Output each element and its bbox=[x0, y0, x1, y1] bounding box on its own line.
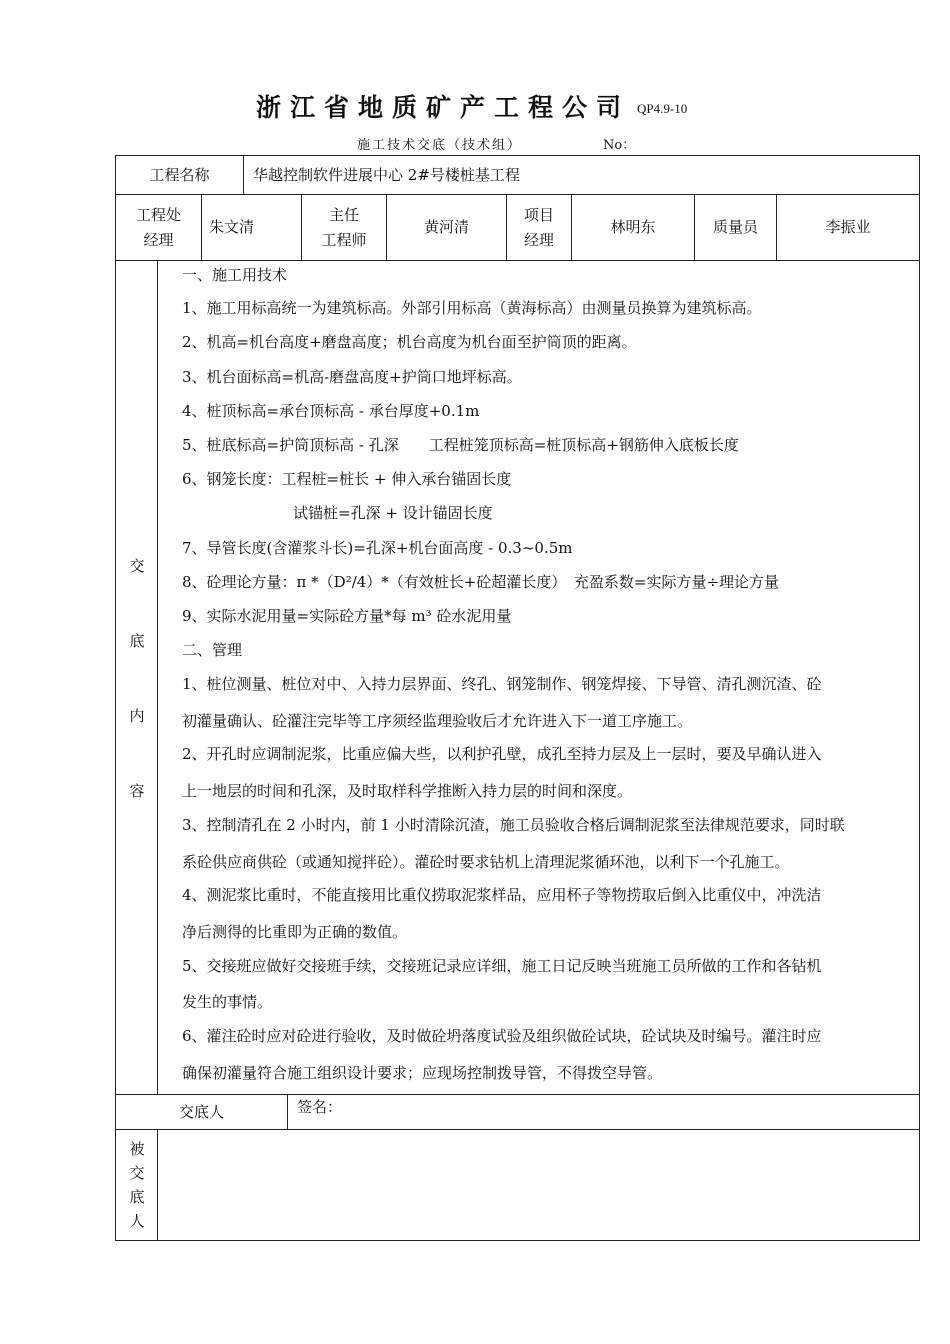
receiver-char: 底 bbox=[129, 1188, 145, 1206]
side-char: 底 bbox=[129, 632, 145, 650]
chief-label-line2: 工程师 bbox=[321, 230, 367, 249]
content-line: 5、桩底标高=护筒顶标高 - 孔深 工程桩笼顶标高=桩顶标高+钢筋伸入底板长度 bbox=[182, 436, 739, 454]
section-heading: 二、管理 bbox=[182, 641, 243, 659]
content-line: 1、桩位测量、桩位对中、入持力层界面、终孔、钢笼制作、钢笼焊接、下导管、清孔测沉渣、砼 bbox=[182, 675, 822, 693]
manager-value: 朱文清 bbox=[209, 218, 255, 236]
project-name-value: 华越控制软件进展中心 2#号楼桩基工程 bbox=[253, 165, 520, 184]
content-line: 3、控制清孔在 2 小时内，前 1 小时清除沉渣，施工员验收合格后调制泥浆至法律规范要求，同时联 bbox=[182, 816, 845, 834]
content-line: 2、机高=机台高度+磨盘高度；机台高度为机台面至护筒顶的距离。 bbox=[182, 333, 637, 351]
pm-label-line2: 经理 bbox=[523, 230, 554, 249]
form-subtitle: 施工技术交底（技术组） bbox=[357, 138, 523, 153]
project-manager-label bbox=[507, 195, 571, 260]
side-char: 容 bbox=[129, 782, 145, 800]
content-line: 5、交接班应做好交接班手续，交接班记录应详细，施工日记反映当班施工员所做的工作和各钻机 bbox=[182, 957, 822, 975]
project-name-label: 工程名称 bbox=[149, 165, 210, 184]
content-line: 3、机台面标高=机高-磨盘高度+护筒口地坪标高。 bbox=[182, 368, 522, 386]
content-line: 系砼供应商供砼（或通知搅拌砼）。灌砼时要求钻机上清理泥浆循环池，以利下一个孔施工。 bbox=[182, 853, 790, 871]
receiver-char: 被 bbox=[129, 1140, 145, 1158]
document-header bbox=[0, 88, 950, 128]
pm-label-line1: 项目 bbox=[523, 205, 554, 224]
form-number-label: No： bbox=[603, 138, 636, 153]
content-line: 7、导管长度(含灌浆斗长)=孔深+机台面高度 - 0.3~0.5m bbox=[182, 539, 573, 557]
content-line: 6、灌注砼时应对砼进行验收，及时做砼坍落度试验及组织做砼试块，砼试块及时编号。灌注时应 bbox=[182, 1027, 822, 1045]
chief-engineer-value: 黄河清 bbox=[423, 218, 469, 236]
chief-label-line1: 主任 bbox=[328, 205, 359, 224]
content-line: 初灌量确认、砼灌注完毕等工序须经监理验收后才允许进入下一道工序施工。 bbox=[182, 712, 693, 730]
giver-label: 交底人 bbox=[178, 1102, 224, 1121]
content-line: 4、桩顶标高=承台顶标高 - 承台厚度+0.1m bbox=[182, 402, 480, 420]
receiver-char: 人 bbox=[129, 1212, 145, 1230]
content-line: 上一地层的时间和孔深，及时取样科学推断入持力层的时间和深度。 bbox=[182, 782, 633, 800]
signature-label: 签名： bbox=[297, 1098, 343, 1116]
receiver-char: 交 bbox=[129, 1164, 145, 1182]
project-manager-value: 林明东 bbox=[610, 218, 656, 236]
content-line: 发生的事情。 bbox=[182, 993, 273, 1011]
content-line: 1、施工用标高统一为建筑标高。外部引用标高（黄海标高）由测量员换算为建筑标高。 bbox=[182, 299, 762, 317]
chief-engineer-label bbox=[302, 195, 386, 260]
content-line: 净后测得的比重即为正确的数值。 bbox=[182, 923, 408, 941]
company-name: 浙江省地质矿产工程公司 bbox=[256, 93, 631, 122]
content-line: 6、钢笼长度：工程桩=桩长 + 伸入承台锚固长度 bbox=[182, 470, 512, 488]
manager-label-line2: 经理 bbox=[143, 230, 174, 249]
content-line: 9、实际水泥用量=实际砼方量*每 m³ 砼水泥用量 bbox=[182, 607, 512, 625]
manager-label-line1: 工程处 bbox=[135, 205, 181, 224]
side-char: 交 bbox=[129, 557, 145, 575]
form-code: QP4.9-10 bbox=[637, 101, 688, 116]
qc-value: 李振业 bbox=[825, 218, 871, 236]
section-heading: 一、施工用技术 bbox=[182, 266, 288, 284]
side-char: 内 bbox=[129, 707, 145, 725]
content-line: 试锚桩=孔深 + 设计锚固长度 bbox=[293, 504, 493, 522]
content-line: 4、测泥浆比重时，不能直接用比重仪捞取泥浆样品，应用杯子等物捞取后倒入比重仪中，冲洗洁 bbox=[182, 886, 822, 904]
manager-label bbox=[116, 195, 201, 260]
content-line: 确保初灌量符合施工组织设计要求；应现场控制拨导管，不得拨空导管。 bbox=[182, 1064, 663, 1082]
content-line: 2、开孔时应调制泥浆，比重应偏大些，以利护孔壁，成孔至持力层及上一层时，要及早确认进入 bbox=[182, 745, 822, 763]
qc-label: 质量员 bbox=[712, 218, 758, 236]
content-line: 8、砼理论方量：π *（D²/4）*（有效桩长+砼超灌长度） 充盈系数=实际方量÷理论方量 bbox=[182, 573, 780, 591]
